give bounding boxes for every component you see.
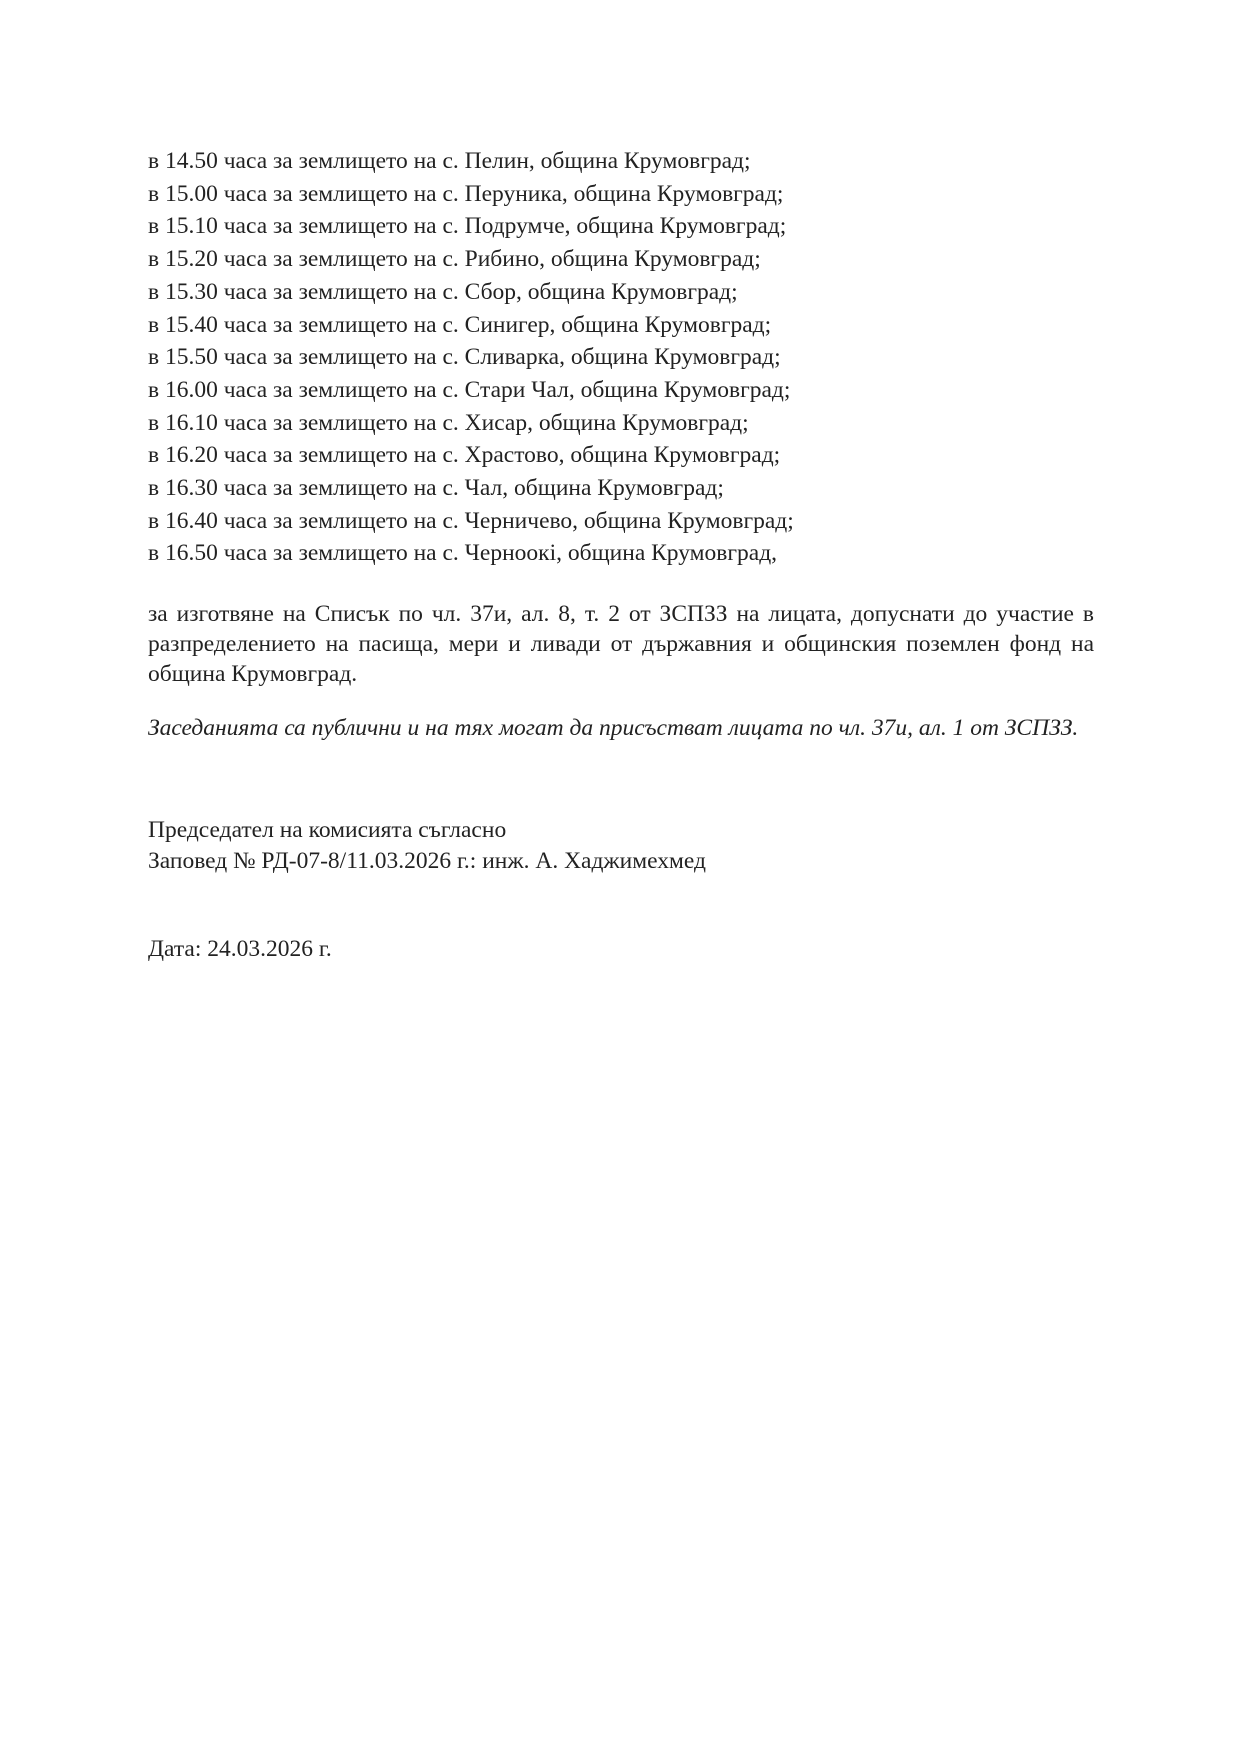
document-date: Дата: 24.03.2026 г. bbox=[148, 936, 332, 963]
schedule-item-chernooki: в 16.50 часа за землището на с. Черноокi, община Крумовград, bbox=[148, 540, 778, 567]
document-page bbox=[148, 145, 1094, 965]
public-notice-paragraph: Заседанията са публични и на тях могат да присъстват лицата по чл. 37и, ал. 1 от ЗСПЗЗ. bbox=[148, 715, 1079, 742]
schedule-item-ribino: в 15.20 часа за землището на с. Рибино, община Крумовград; bbox=[148, 246, 761, 273]
schedule-item-chal: в 16.30 часа за землището на с. Чал, община Крумовград; bbox=[148, 475, 724, 502]
schedule-item-sbor: в 15.30 часа за землището на с. Сбор, община Крумовград; bbox=[148, 278, 738, 305]
purpose-paragraph: за изготвяне на Списък по чл. 37и, ал. 8, т. 2 от ЗСПЗЗ на лицата, допуснати до участие в разпределението на пасища, мери и ливади от държавния и общинския поземлен фонд на община Крумовград. bbox=[148, 601, 1094, 688]
schedule-item-siniger: в 15.40 часа за землището на с. Синигер, община Крумовград; bbox=[148, 311, 772, 338]
schedule-item-pelin: в 14.50 часа за землището на с. Пелин, община Крумовград; bbox=[148, 148, 751, 174]
schedule-item-podrumche: в 15.10 часа за землището на с. Подрумче, община Крумовград; bbox=[148, 213, 787, 240]
chairperson-title: Председател на комисията съгласно bbox=[148, 817, 507, 844]
schedule-item-hisar: в 16.10 часа за землището на с. Хисар, община Крумовград; bbox=[148, 409, 749, 436]
chairperson-order-reference: Заповед № РД-07-8/11.03.2026 г.: инж. А. Хаджимехмед bbox=[148, 848, 706, 875]
schedule-item-chernichevo: в 16.40 часа за землището на с. Черничево, община Крумовград; bbox=[148, 507, 794, 534]
chairperson-signature-block bbox=[148, 815, 1094, 877]
meeting-schedule-list bbox=[148, 145, 1094, 570]
schedule-item-perunika: в 15.00 часа за землището на с. Перуника, община Крумовград; bbox=[148, 180, 784, 207]
schedule-item-slivarka: в 15.50 часа за землището на с. Сливарка, община Крумовград; bbox=[148, 344, 781, 371]
schedule-item-stari-chal: в 16.00 часа за землището на с. Стари Чал, община Крумовград; bbox=[148, 376, 791, 403]
schedule-item-hrastovo: в 16.20 часа за землището на с. Храстово, община Крумовград; bbox=[148, 442, 781, 469]
